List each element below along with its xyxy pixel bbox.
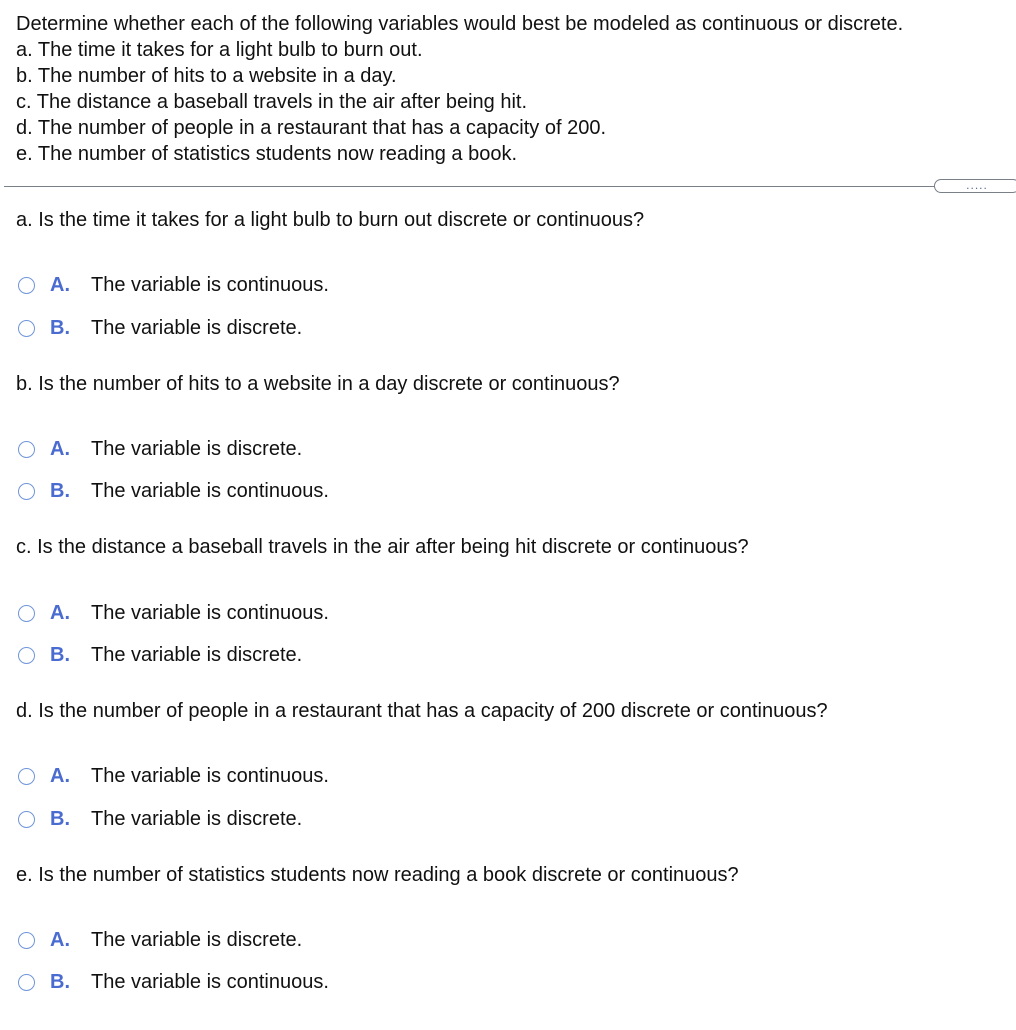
divider-line (4, 186, 936, 187)
option-label: The variable is discrete. (91, 807, 303, 830)
radio-button[interactable] (18, 441, 35, 458)
question-e: e. Is the number of statistics students now reading a book discrete or continuous? (16, 864, 739, 886)
question-a-option-a[interactable] (18, 273, 329, 297)
question-c-option-b[interactable] (18, 643, 302, 667)
option-label: The variable is discrete. (91, 316, 303, 339)
option-letter: B. (50, 970, 70, 993)
question-a: a. Is the time it takes for a light bulb to burn out discrete or continuous? (16, 209, 645, 231)
option-letter: B. (50, 807, 70, 830)
question-e-option-a[interactable] (18, 928, 302, 952)
option-letter: A. (50, 273, 70, 296)
question-a-option-b[interactable] (18, 316, 302, 340)
option-label: The variable is continuous. (91, 970, 329, 993)
radio-button[interactable] (18, 811, 35, 828)
option-letter: A. (50, 437, 70, 460)
problem-item-a: a. The time it takes for a light bulb to burn out. (16, 39, 423, 61)
problem-item-b: b. The number of hits to a website in a day. (16, 65, 397, 87)
radio-button[interactable] (18, 647, 35, 664)
option-label: The variable is discrete. (91, 928, 303, 951)
problem-item-d: d. The number of people in a restaurant that has a capacity of 200. (16, 117, 607, 139)
radio-button[interactable] (18, 768, 35, 785)
option-letter: A. (50, 764, 70, 787)
option-letter: B. (50, 643, 70, 666)
problem-statement (16, 11, 903, 167)
option-letter: B. (50, 316, 70, 339)
option-label: The variable is continuous. (91, 764, 329, 787)
question-d: d. Is the number of people in a restaurant that has a capacity of 200 discrete or continuous? (16, 700, 828, 722)
problem-prompt: Determine whether each of the following variables would best be modeled as continuous or discrete. (16, 13, 904, 35)
radio-button[interactable] (18, 483, 35, 500)
question-b-option-b[interactable] (18, 479, 329, 503)
question-d-option-b[interactable] (18, 807, 302, 831)
option-letter: A. (50, 928, 70, 951)
radio-button[interactable] (18, 974, 35, 991)
option-label: The variable is continuous. (91, 601, 329, 624)
question-c: c. Is the distance a baseball travels in the air after being hit discrete or continuous? (16, 536, 749, 558)
option-label: The variable is discrete. (91, 643, 303, 666)
radio-button[interactable] (18, 320, 35, 337)
question-d-option-a[interactable] (18, 764, 329, 788)
option-label: The variable is continuous. (91, 273, 329, 296)
option-label: The variable is discrete. (91, 437, 303, 460)
question-c-option-a[interactable] (18, 601, 329, 625)
problem-item-c: c. The distance a baseball travels in the air after being hit. (16, 91, 528, 113)
radio-button[interactable] (18, 932, 35, 949)
option-letter: B. (50, 479, 70, 502)
question-b: b. Is the number of hits to a website in a day discrete or continuous? (16, 373, 620, 395)
option-label: The variable is continuous. (91, 479, 329, 502)
option-letter: A. (50, 601, 70, 624)
problem-item-e: e. The number of statistics students now reading a book. (16, 143, 518, 165)
radio-button[interactable] (18, 605, 35, 622)
question-e-option-b[interactable] (18, 970, 329, 994)
expand-more-button[interactable]: ..... (934, 179, 1016, 193)
radio-button[interactable] (18, 277, 35, 294)
section-divider (0, 177, 1016, 192)
question-b-option-a[interactable] (18, 437, 302, 461)
